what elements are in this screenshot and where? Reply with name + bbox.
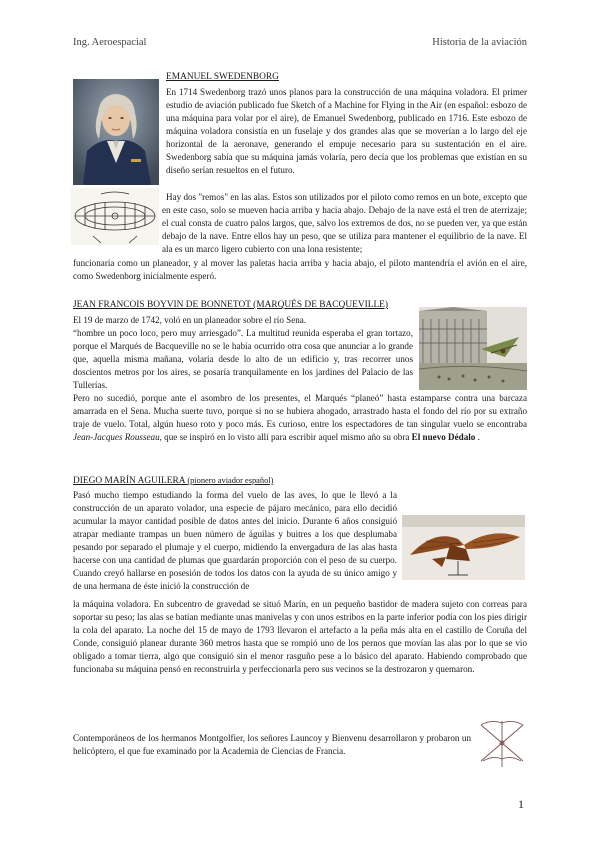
helicopter-paragraph: Contemporáneos de los hermanos Montgolfier, los señores Launcoy y Bienvenu desarrollaron y probaron un helicóptero, el que fue examinado por la Academia de Ciencias de Francia. (73, 733, 471, 756)
flying-machine-sketch (71, 188, 159, 245)
header-left: Ing. Aeroespacial (73, 37, 147, 48)
rousseau-name: Jean-Jacques Rousseau (73, 431, 160, 442)
bacqueville-engraving (419, 307, 527, 390)
marin-title: DIEGO MARÍN AGUILERA (73, 476, 185, 486)
helicopter-sketch (477, 715, 527, 772)
bacqueville-text-a: Pero no sucedió, porque ante el asombro de los presentes, el Marqués “planeó” hasta estamparse contra una barcaza amarrada en el Sena. Mucha suerte tuvo, porque si no se hubiera ahogado, arrastrado hasta el fondo del río por su extraño traje de vuelo. Total, algún hueso roto y poco más. Es curioso, entre los espectadores de tan singular vuelo se encontraba (73, 393, 527, 429)
section-title-marin (73, 476, 273, 486)
work-title: El nuevo Dédalo (411, 431, 476, 442)
page-number: 1 (518, 797, 524, 811)
marin-paragraph-2: la máquina voladora. En subcentro de gravedad se situó Marín, en un pequeño bastidor de madera sujeto con correas para soportar su peso; las alas se batían mediante unas manivelas y con unos estribos en la parte inferior podía con los pies dirigir la cola del aparato. La noche del 15 de mayo de 1793 llevaron el artefacto a la peña más alta en el castillo de Coruña del Conde, consiguió planear durante 360 metros hasta que se rompió uno de los pernos que movían las alas por lo que se vio obligado a tomar tierra, algo que consiguió sin el menor rasguño pese a lo básico del aparato. Habiendo comprobado que funcionaba su máquina pensó en reconstruirla y perfeccionarla pero sus vecinos se la destrozaron y quemaron. (73, 599, 527, 674)
bacqueville-text-c: . (475, 431, 480, 442)
marin-subtitle: (pionero aviador español) (187, 476, 274, 485)
section-title-swedenborg: EMANUEL SWEDENBORG (166, 72, 279, 82)
swedenborg-paragraph-2b: funcionaría como un planeador, y al mover las paletas hacia arriba y hacia abajo, el piloto mantendría el avión en el aire, como Swedenborg inicialmente esperó. (73, 258, 527, 281)
bacqueville-paragraph-1: “hombre un poco loco, pero muy arriesgado”. La multitud reunida esperaba el gran tortazo, porque el Marqués de Bacqueville no se le había ocurrido otra cosa que anunciar a lo grande que, aquella misma mañana, volaría desde lo alto de un edificio y, tras recorrer unos doscientos metros por los aires, se posaría tranquilamente en los jardines del Palacio de las Tullerías. (73, 328, 413, 390)
marin-paragraph-1: Pasó mucho tiempo estudiando la forma del vuelo de las aves, lo que le llevó a la construcción de un aparato volador, una especie de pájaro mecánico, para ello decidió acumular la mayor cantidad posible de datos antes del inicio. Durante 6 años consiguió atrapar mediante trampas un buen número de águilas y buitres a los que desplumaba pesando por separado el plumaje y el cuerpo, midiendo la envergadura de las alas hasta hacerse con una cantidad de plumas que guardarán proporción con el peso de su cuerpo. Cuando creyó hallarse en posesión de todos los datos con la ayuda de su único amigo y de una hermana de éste inició la construcción de (73, 490, 397, 591)
bacqueville-paragraph-2 (73, 392, 527, 444)
swedenborg-portrait (73, 79, 159, 185)
marin-flying-machine-photo (402, 515, 525, 580)
section-title-bacqueville: JEAN FRANCOIS BOYVIN DE BONNETOT (MARQUÉS DE BACQUEVILLE) (73, 300, 389, 310)
header-right: Historia de la aviación (432, 37, 527, 48)
bacqueville-text-b: , que se inspiró en lo visto allí para escribir aquel mismo año su obra (159, 431, 412, 442)
swedenborg-paragraph-2a: Hay dos "remos" en las alas. Estos son utilizados por el piloto como remos en un bote, excepto que en este caso, solo se mueven hacia arriba y hacia abajo. Debajo de la nave está el tren de aterrizaje; el cual consta de cuatro palos largos, que, salvo los extremos de dos, no se pueden ver, ya que están debajo de la nave. Entre ellos hay un peso, que se utiliza para mantener el equilibrio de la nave. El ala es un marco ligero cubierto con una lona resistente; (162, 192, 527, 254)
bacqueville-line-1: El 19 de marzo de 1742, voló en un planeador sobre el río Sena. (73, 315, 307, 325)
swedenborg-paragraph-1: En 1714 Swedenborg trazó unos planos para la construcción de una máquina voladora. El primer estudio de aviación publicado fue Sketch of a Machine for Flying in the Air (en español: esbozo de una máquina para volar por el aire), de Emanuel Swedenborg, publicado en 1716. Este esbozo de máquina voladora consistía en un fuselaje y dos grandes alas que se moverían a lo largo del eje horizontal de la aeronave, generando el empuje necesario para su sustentación en el aire. Swedenborg sabía que su máquina jamás volaría, pero decía que los problemas que existían en su diseño serían resueltos en el futuro. (166, 87, 527, 175)
